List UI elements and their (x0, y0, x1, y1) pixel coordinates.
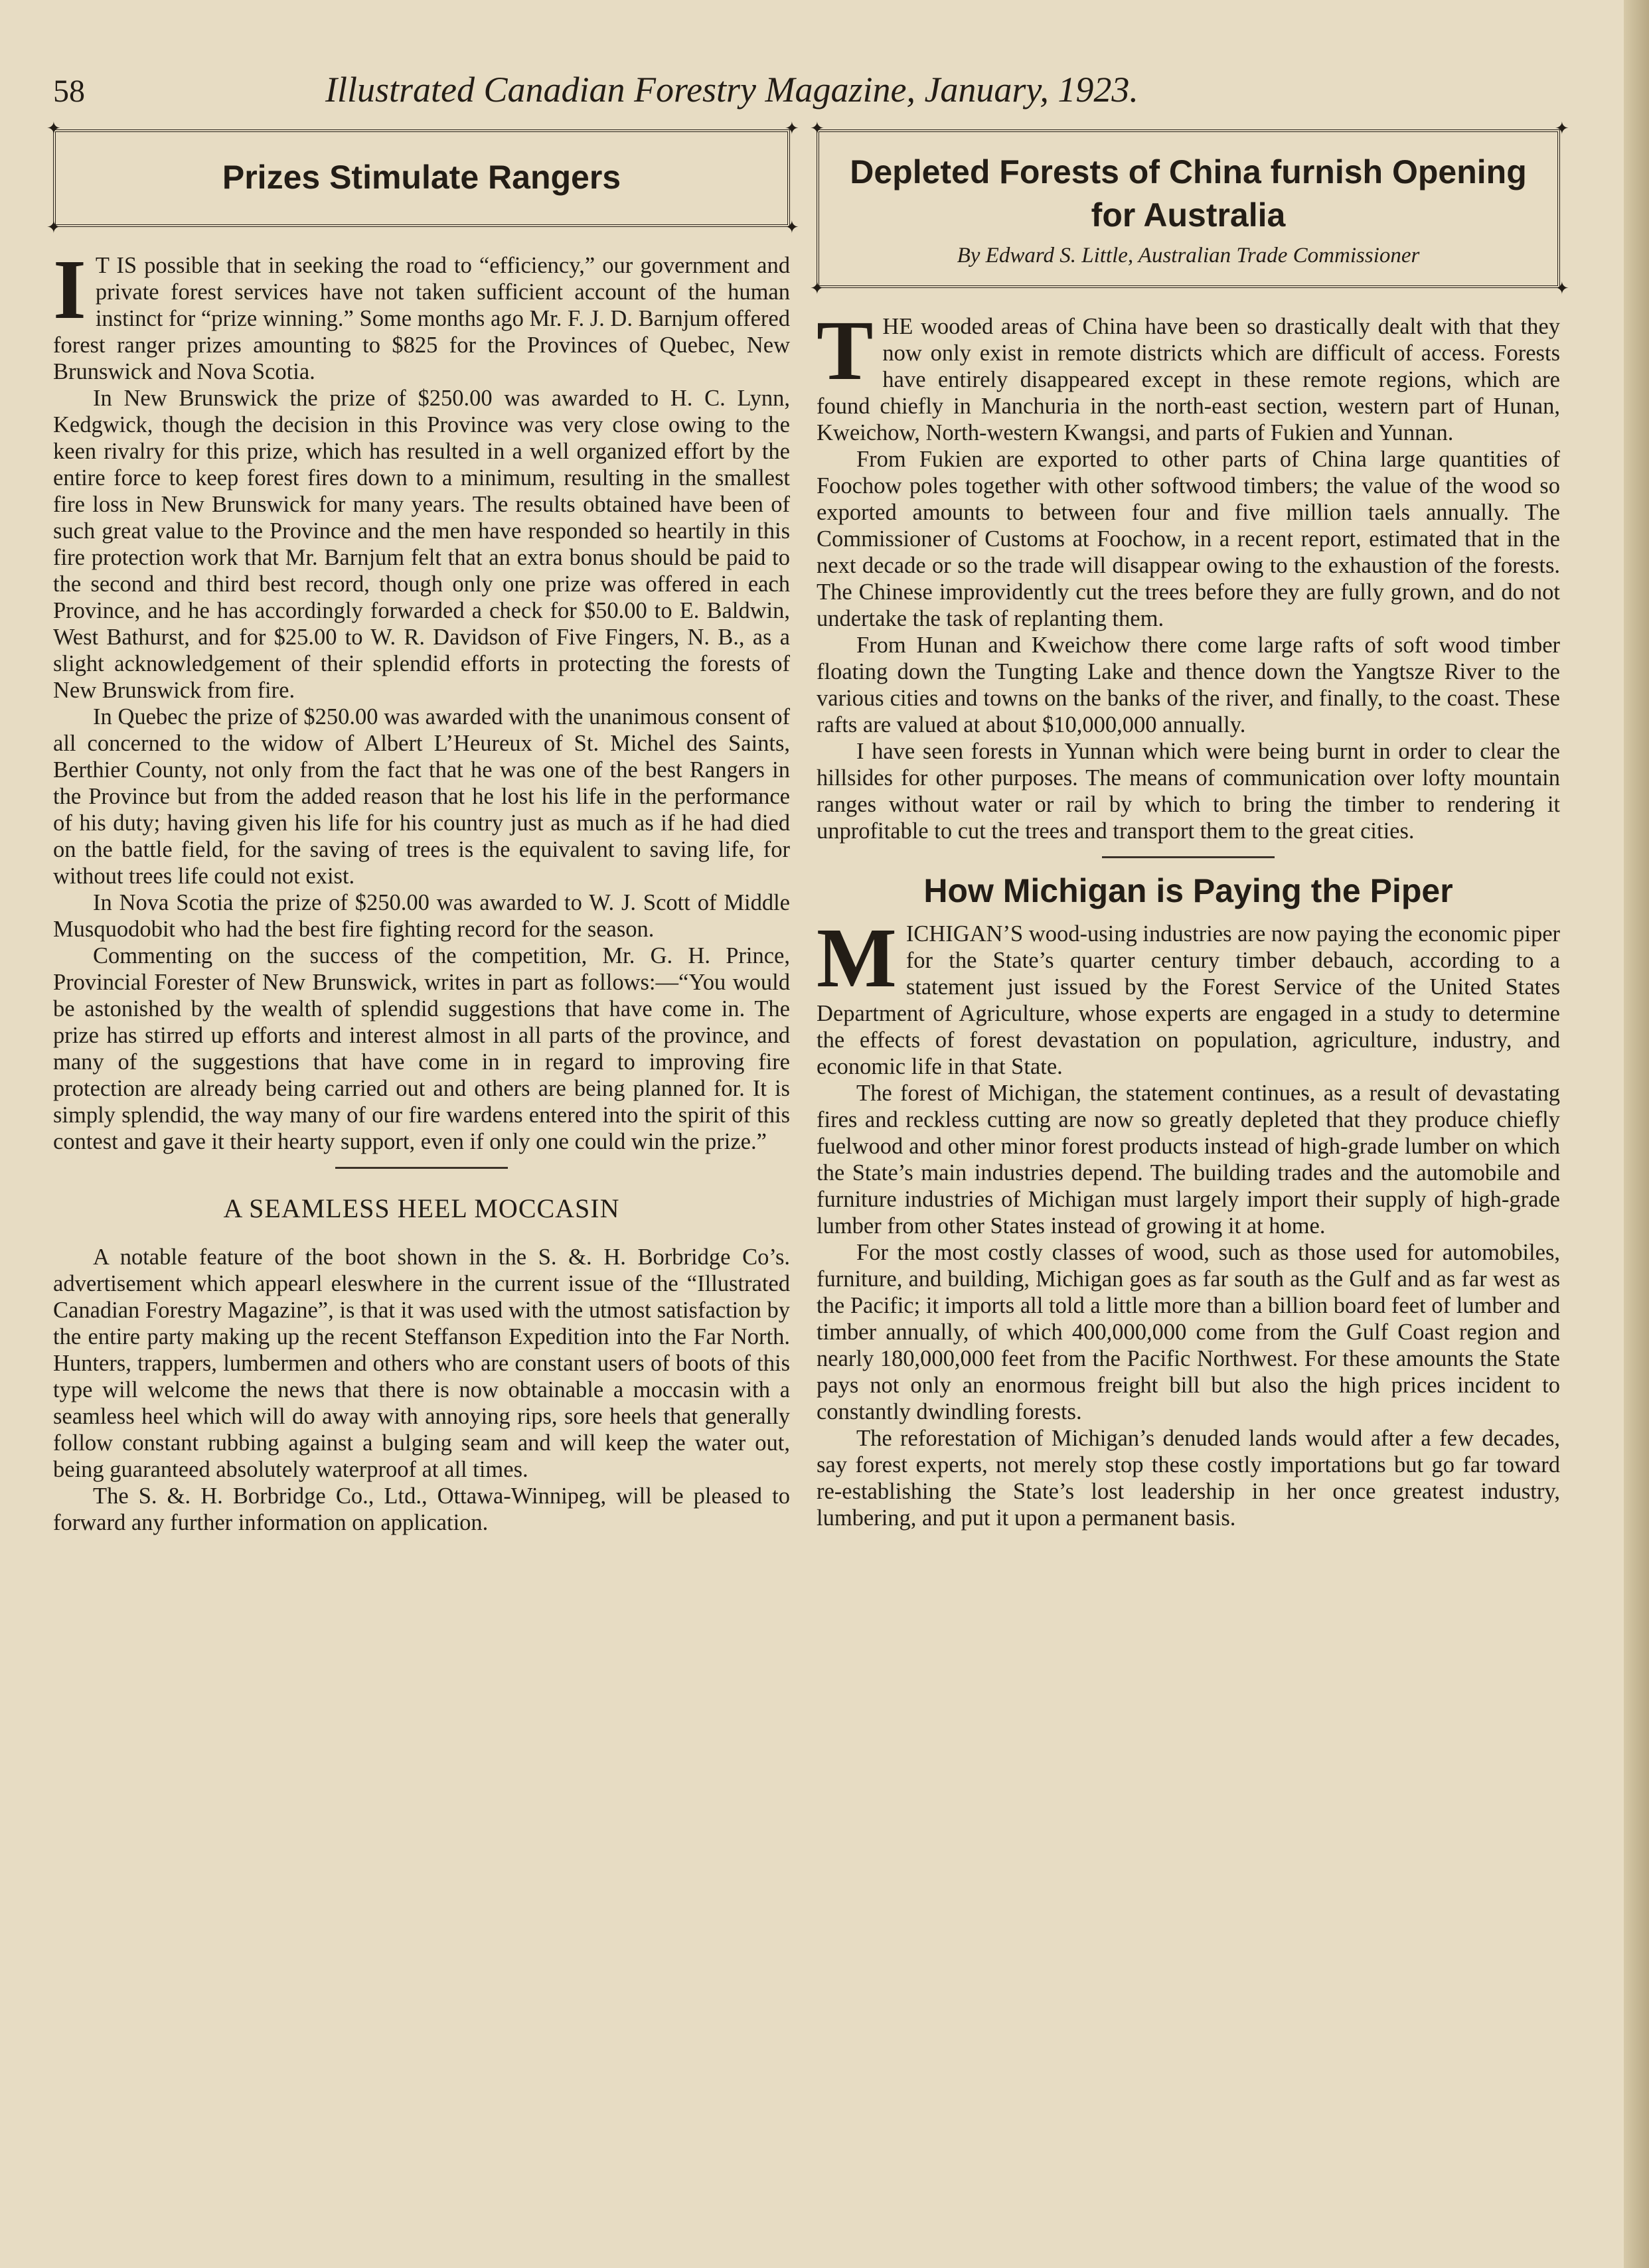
byline: By Edward S. Little, Australian Trade Commissioner (957, 244, 1420, 267)
page-number: 58 (53, 74, 85, 109)
article-paragraph: I T IS possible that in seeking the road to “efficiency,” our government and private forest services have not taken sufficient account of the human instinct for “prize winning.” Some months ago Mr. F. J. D. Barnjum offered forest ranger prizes amounting to $825 for the Provinces of Quebec, New Brunswick and Nova Scotia. (53, 242, 790, 384)
ornament-icon: ✦ (46, 119, 61, 138)
article-paragraph: A notable feature of the boot shown in the S. &. H. Borbridge Co’s. advertisement which appearl eleswhere in the current issue of the “Illustrated Canadian Forestry Magazine”, is that it was used with the utmost satisfaction by the entire party making up the recent Steffanson Expedition into the Far North. Hunters, trappers, lumbermen and others who are constant users of boots of this type will welcome the news that there is now obtainable a moccasin with a seamless heel which will do away with annoying rips, sore heels that generally follow constant rubbing against a bulging seam and will keep the water out, being guaranteed absolutely waterproof at all times. (53, 1245, 790, 1482)
right-column (810, 119, 1569, 1531)
ornament-icon: ✦ (785, 218, 799, 237)
running-head: Illustrated Canadian Forestry Magazine, January, 1923. (325, 70, 1139, 110)
page-edge-shadow (1624, 0, 1649, 2268)
article-paragraph: In Nova Scotia the prize of $250.00 was awarded to W. J. Scott of Middle Musquodobit who had the best fire fighting record for the season. (53, 890, 790, 942)
ornament-icon: ✦ (46, 218, 61, 237)
article-title-china: Depleted Forests of China furnish Opening for Australia (850, 153, 1527, 234)
ornament-icon: ✦ (1555, 279, 1569, 298)
ornament-icon: ✦ (1555, 119, 1569, 138)
article-paragraph: Commenting on the success of the competition, Mr. G. H. Prince, Provincial Forester of New Brunswick, writes in part as follows:—“You would be astonished by the wealth of splendid suggestions that have come in. The prize has stirred up efforts and interest almost in all parts of the province, and many of the suggestions that have come in in regard to improving fire protection are already being carried out and others are being planned for. It is simply splendid, the way many of our fire wardens entered into the spirit of this contest and gave it their hearty support, even if only one could win the prize.” (53, 943, 790, 1154)
article-paragraph: In Quebec the prize of $250.00 was awarded with the unanimous consent of all concerned to the widow of Albert L’Heureux of St. Michel des Saints, Berthier County, not only from the fact that he was one of the best Rangers in the Province but from the added reason that he lost his life in the performance of his duty; having given his life for his country just as much as if he had died on the battle field, for the saving of trees is the equivalent to saving life, for without trees life could not exist. (53, 704, 790, 889)
drop-cap: T (817, 303, 874, 398)
article-paragraph: The S. &. H. Borbridge Co., Ltd., Ottawa-Winnipeg, will be pleased to forward any further information on application. (53, 1483, 790, 1535)
article-paragraph: For the most costly classes of wood, such as those used for automobiles, furniture, and building, Michigan goes as far south as the Gulf and as far west as the Pacific; it imports all told a little more than a billion board feet of lumber and timber annually, of which 400,000,000 come from the Gulf Coast region and nearly 180,000,000 feet from the Pacific Northwest. For these amounts the State pays not only an enormous freight bill but also the high prices incident to constantly dwindling forests. (817, 1240, 1560, 1424)
section-divider (335, 1167, 508, 1169)
article-title-prizes: Prizes Stimulate Rangers (222, 159, 621, 196)
article-paragraph: The forest of Michigan, the statement continues, as a result of devastating fires and reckless cutting are now so greatly depleted that they produce chiefly fuelwood and other minor forest products instead of high-grade lumber on which the State’s main industries depend. The building trades and the automobile and furniture industries of Michigan must largely import their supply of high-grade lumber from other States instead of growing it at home. (817, 1081, 1560, 1239)
article-body-moccasin (53, 1244, 790, 1536)
article-paragraph: From Fukien are exported to other parts of China large quantities of Foochow poles together with other softwood timbers; the value of the wood so exported amounts to between four and five million taels annually. The Commissioner of Customs at Foochow, in a recent report, estimated that in the next decade or so the trade will disappear owing to the exhaustion of the forests. The Chinese improvidently cut the trees before they are fully grown, and do not undertake the task of replanting them. (817, 447, 1560, 631)
left-column (46, 119, 799, 1536)
ornament-icon: ✦ (785, 119, 799, 138)
drop-cap: I (53, 242, 86, 337)
article-title-michigan: How Michigan is Paying the Piper (923, 872, 1453, 909)
title-box-china (810, 119, 1569, 298)
article-paragraph: The reforestation of Michigan’s denuded lands would after a few decades, say forest experts, not merely stop these costly importations but go far toward re-establishing the State’s lost leadership in her once greatest industry, lumbering, and put it upon a permanent basis. (817, 1426, 1560, 1531)
article-body-china (817, 303, 1560, 844)
article-body-prizes (53, 242, 790, 1155)
article-paragraph: MICHIGAN’S wood-using industries are now paying the economic piper for the State’s quarter century timber debauch, according to a statement just issued by the Forest Service of the United States Department of Agriculture, whose experts are engaged in a study to determine the effects of forest devastation on population, agriculture, industry, and economic life in that State. (817, 911, 1560, 1079)
ornament-icon: ✦ (810, 279, 824, 298)
section-divider (1102, 856, 1275, 858)
article-paragraph: From Hunan and Kweichow there come large rafts of soft wood timber floating down the Tungting Lake and thence down the Yangtsze River to the various cities and towns on the banks of the river, and finally, to the coast. These rafts are valued at about $10,000,000 annually. (817, 633, 1560, 737)
page-header (53, 66, 1607, 119)
article-title-moccasin: A SEAMLESS HEEL MOCCASIN (223, 1193, 620, 1223)
title-box-prizes (46, 119, 799, 237)
article-paragraph: THE wooded areas of China have been so drastically dealt with that they now only exist in remote districts which are difficult of access. Forests have entirely disappeared except in these remote regions, which are found chiefly in Manchuria in the north-east section, western part of Hunan, Kweichow, North-western Kwangsi, and parts of Fukien and Yunnan. (817, 303, 1560, 445)
article-body-michigan (817, 911, 1560, 1531)
drop-cap: M (817, 911, 897, 1005)
ornament-icon: ✦ (810, 119, 824, 138)
article-paragraph: In New Brunswick the prize of $250.00 was awarded to H. C. Lynn, Kedgwick, though the decision in this Province was very close owing to the keen rivalry for this prize, which has resulted in a well organized effort by the entire force to keep forest fires down to a minimum, resulting in the smallest fire loss in New Brunswick for many years. The results obtained have been of such great value to the Province and the men have responded so heartily in this fire protection work that Mr. Barnjum felt that an extra bonus should be paid to the second and third best record, though only one prize was offered in each Province, and he has accordingly forwarded a check for $50.00 to E. Baldwin, West Bathurst, and for $25.00 to W. R. Davidson of Five Fingers, N. B., as a slight acknowledgement of their splendid efforts in protecting the forests of New Brunswick from fire. (53, 386, 790, 703)
article-paragraph: I have seen forests in Yunnan which were being burnt in order to clear the hillsides for other purposes. The means of communication over lofty mountain ranges without water or rail by which to bring the timber to rendering it unprofitable to cut the trees and transport them to the great cities. (817, 739, 1560, 844)
